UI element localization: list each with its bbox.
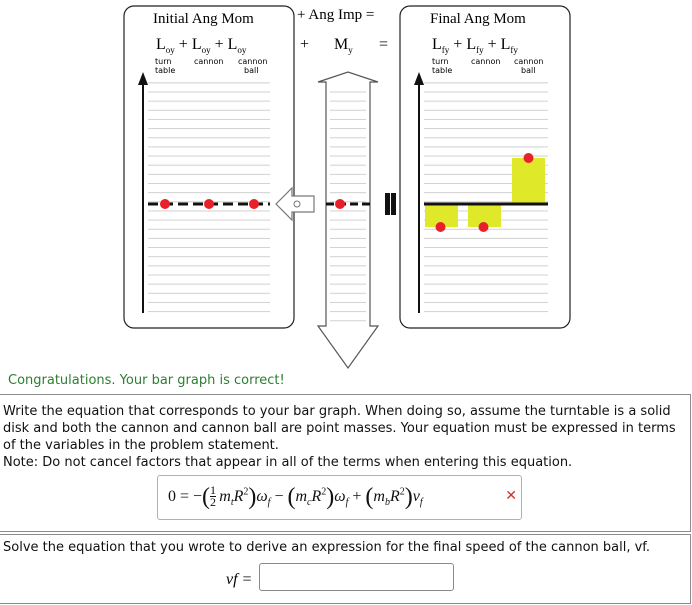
equation-note: Note: Do not cancel factors that appear in all of the terms when entering this equation. xyxy=(3,455,573,470)
impulse-equals: = xyxy=(379,36,389,53)
success-message: Congratulations. Your bar graph is correct! xyxy=(8,373,285,388)
impulse-plus: + xyxy=(300,36,310,53)
final-bar-cannon-ball xyxy=(512,158,545,204)
cannon-ball-initial-dot[interactable] xyxy=(249,199,259,209)
final-terms: $L_{fy} + L_{fy} + L_{fy}$ xyxy=(432,36,518,55)
equation-instructions: Write the equation that corresponds to your bar graph. When doing so, assume the turntable is a solid disk and both the cannon and cannon ball are point masses. Your equation must be expressed in terms of the variables in the problem statement. xyxy=(3,404,676,453)
vf-answer-input[interactable] xyxy=(259,563,454,591)
final-dot-cannon[interactable] xyxy=(479,222,489,232)
final-title: Final Ang Mom xyxy=(430,11,526,27)
turntable-initial-dot[interactable] xyxy=(160,199,170,209)
final-label-cannon: cannon xyxy=(471,57,501,66)
final-dot-turntable[interactable] xyxy=(436,222,446,232)
initial-label-cannon: cannon xyxy=(194,57,224,66)
solve-question-text: Solve the equation that you wrote to derive an expression for the final speed of the cannon ball, vf. xyxy=(3,540,651,555)
final-label-cannon-ball: cannon ball xyxy=(514,57,544,75)
equals-bar-left xyxy=(385,193,390,215)
initial-momentum-panel xyxy=(124,6,294,328)
initial-title: Initial Ang Mom xyxy=(153,11,254,27)
initial-label-turntable: turn table xyxy=(155,57,176,75)
equation-display: 0 = −( $\frac{1}{2} m_tR^2)\omega_f - (m_cR^2)\omega_f + (m_bR^2)v_f$ xyxy=(168,483,423,510)
initial-label-cannon-ball: cannon ball xyxy=(238,57,268,75)
equation-input[interactable] xyxy=(157,475,522,520)
final-momentum-panel xyxy=(400,6,570,328)
impulse-title: + Ang Imp = xyxy=(297,7,375,23)
equals-bar-right xyxy=(391,193,396,215)
impulse-term: $M_y$ xyxy=(334,36,353,55)
cannon-initial-dot[interactable] xyxy=(204,199,214,209)
final-label-turntable: turn table xyxy=(432,57,453,75)
final-dot-cannon-ball[interactable] xyxy=(524,153,534,163)
initial-term-turntable: $L_{oy} + L_{oy} + L_{oy}$ xyxy=(156,36,247,55)
vf-label: vf = xyxy=(226,571,253,588)
equation-question-text xyxy=(3,403,687,471)
drag-arrow-handle[interactable] xyxy=(294,201,300,207)
impulse-dot[interactable] xyxy=(335,199,345,209)
incorrect-x-icon: ✕ xyxy=(505,488,517,504)
